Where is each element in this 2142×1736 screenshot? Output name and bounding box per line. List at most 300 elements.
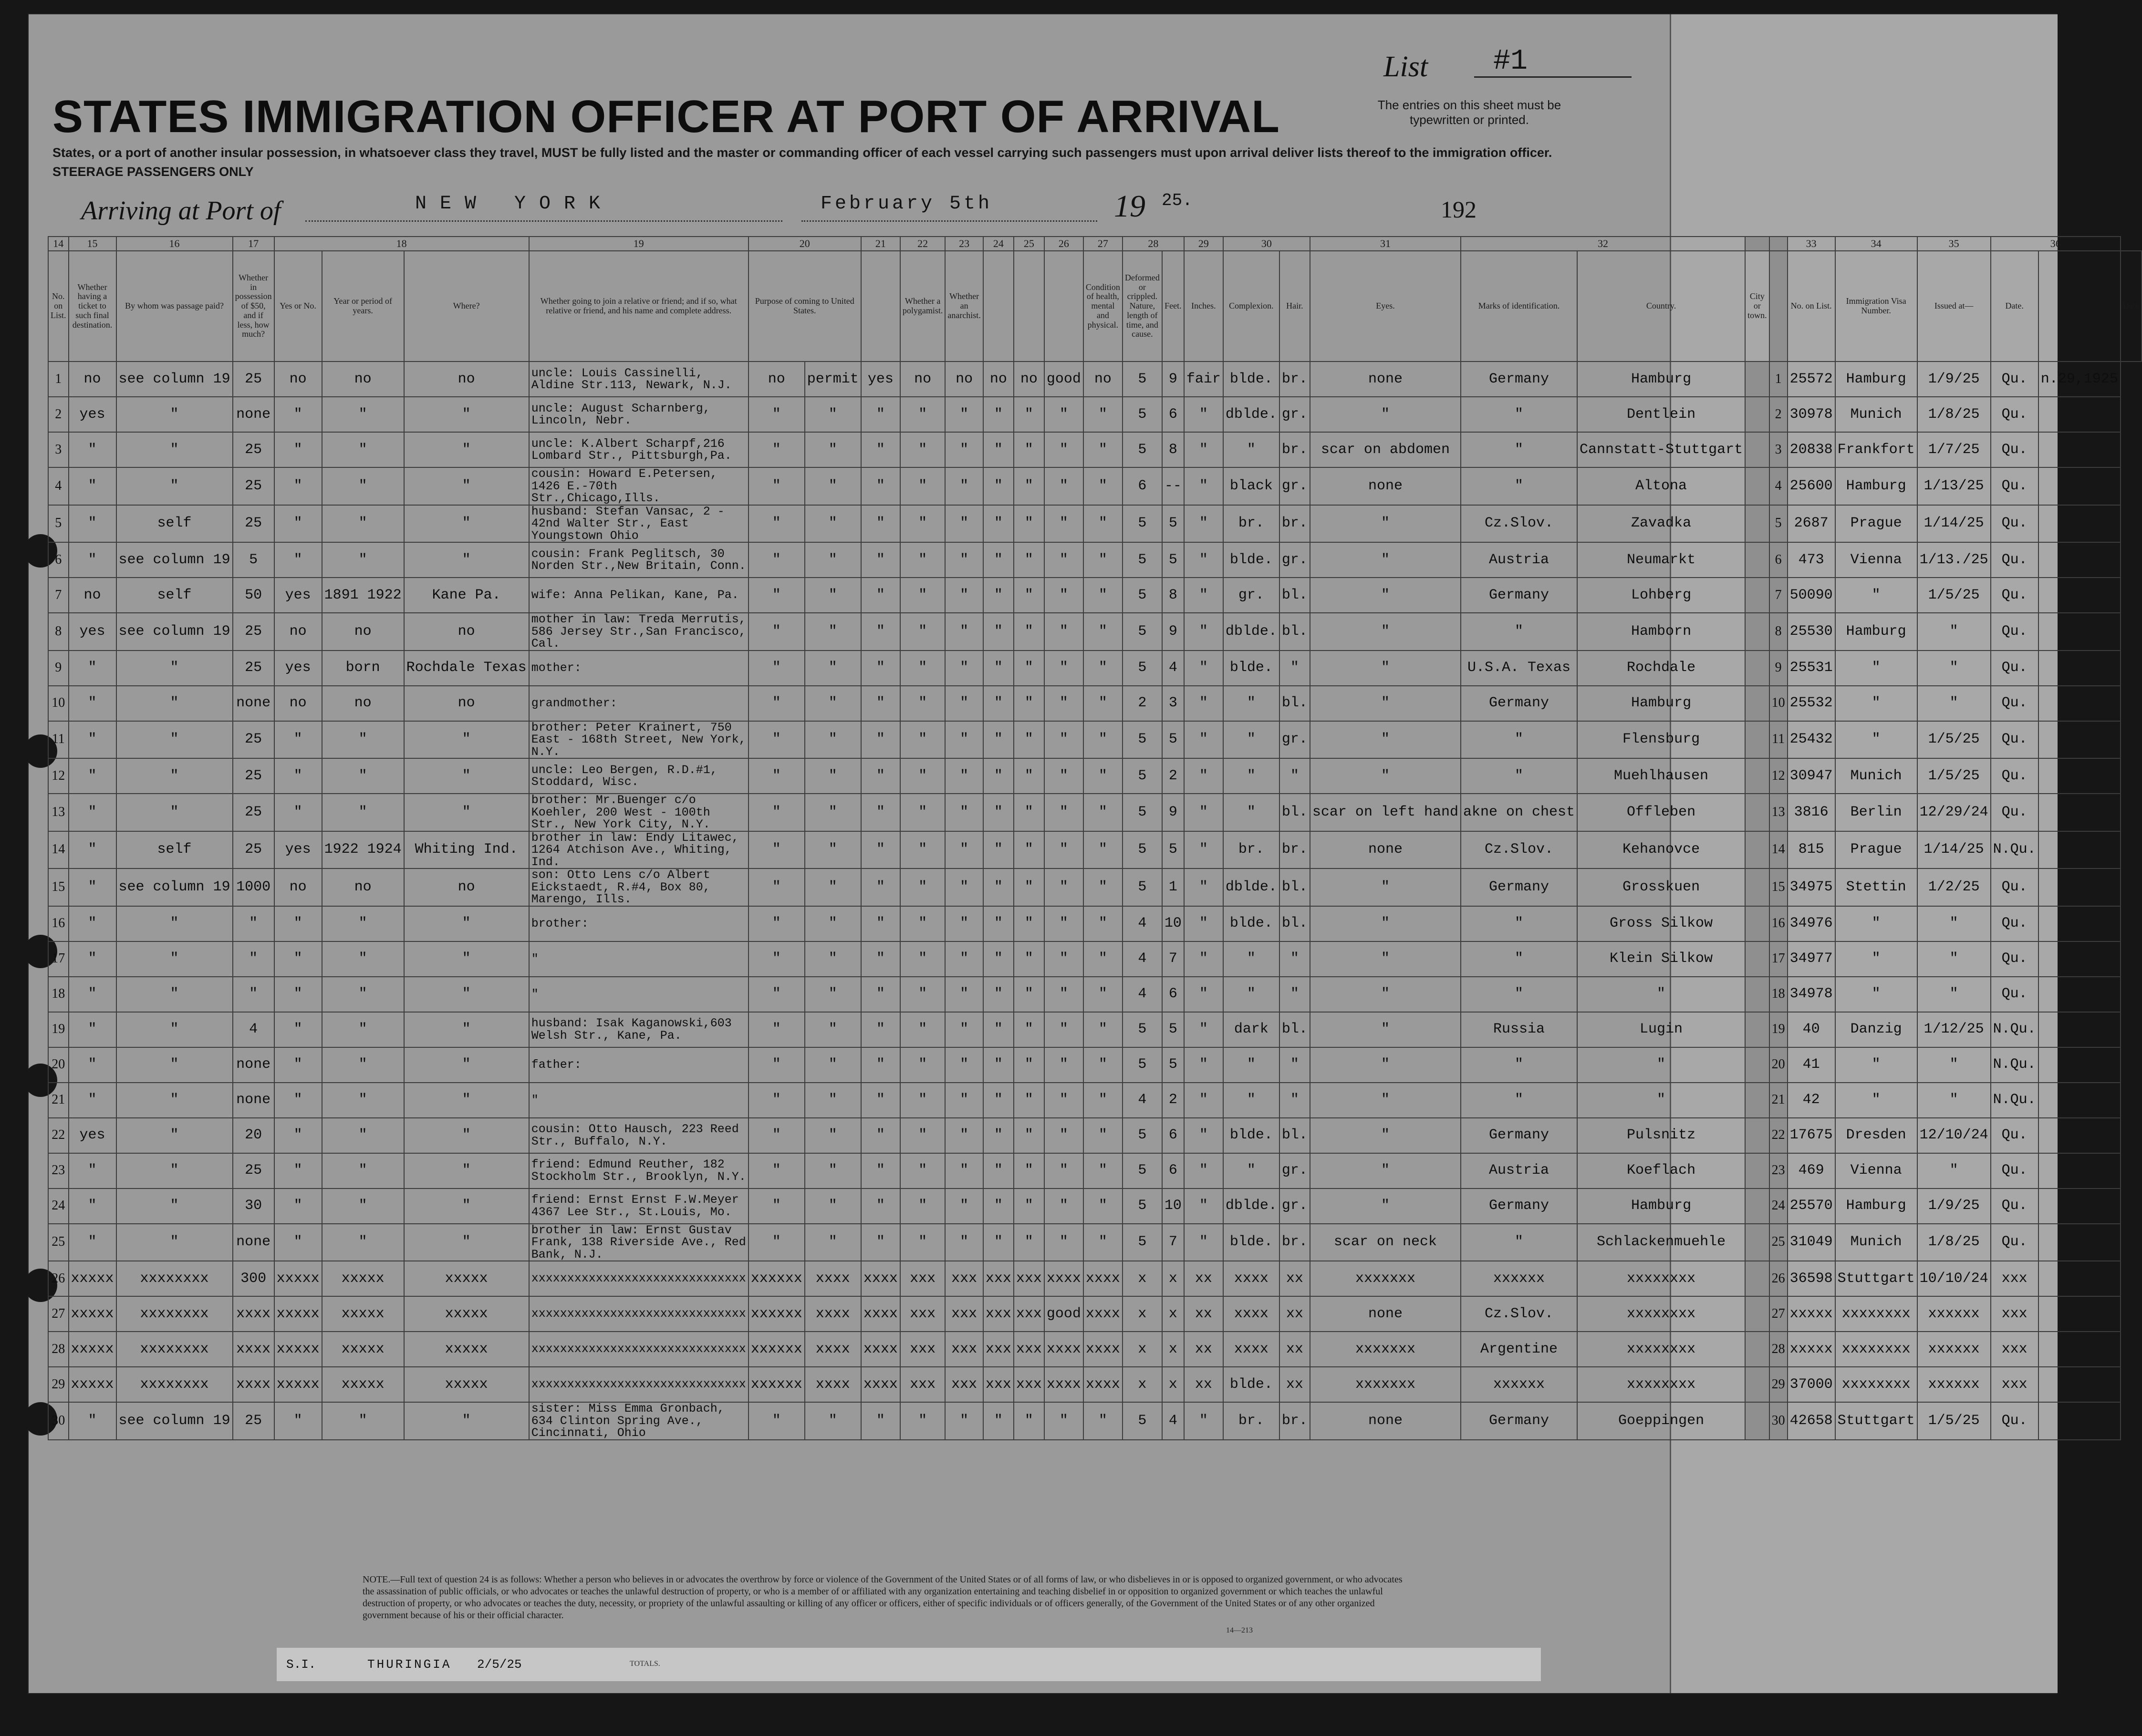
cell-money: ": [233, 977, 274, 1012]
cell-date: ": [1917, 686, 1991, 721]
cell-city: Rochdale: [1577, 651, 1745, 686]
cell-inches: 4: [1162, 1402, 1184, 1440]
cell-before: ": [274, 977, 322, 1012]
cell-ticket: ": [69, 758, 116, 794]
cell-paid: ": [116, 467, 233, 505]
cell-year: ": [322, 1047, 404, 1083]
cell-c26: ": [1014, 831, 1044, 869]
cell-line: 4: [48, 467, 69, 505]
cell-ticket: ": [69, 1153, 116, 1188]
cell-date: xxxxxx: [1917, 1296, 1991, 1332]
cell-eyes: gr.: [1279, 1153, 1310, 1188]
table-row: [48, 1012, 2142, 1047]
cell-city: Lohberg: [1577, 578, 1745, 613]
cell-c21: ": [805, 941, 861, 977]
cell-c26: ": [1014, 1402, 1044, 1440]
cell-year: no: [322, 868, 404, 906]
cell-cplx: ": [1184, 721, 1223, 759]
cell-country: akne on chest: [1461, 794, 1577, 831]
cell-where: Whiting Ind.: [404, 831, 529, 869]
cell-money: 25: [233, 1402, 274, 1440]
cell-city: Koeflach: [1577, 1153, 1745, 1188]
cell-marks: ": [1310, 1188, 1461, 1224]
cell-c21: xxxx: [805, 1261, 861, 1296]
cell-date2: [2038, 651, 2121, 686]
cell-before: ": [274, 721, 322, 759]
cell-cplx: ": [1184, 1012, 1223, 1047]
cell-where: ": [404, 1118, 529, 1153]
cell-issued: Stuttgart: [1835, 1261, 1917, 1296]
cell-line: 19: [48, 1012, 69, 1047]
cell-c21: ": [805, 542, 861, 578]
cell-inches: x: [1162, 1367, 1184, 1402]
cell-c23: ": [900, 1153, 946, 1188]
strip-gap: [1745, 467, 1769, 505]
cell-ticket: ": [69, 794, 116, 831]
table-row: [48, 721, 2142, 759]
cell-visa: 34978: [1788, 977, 1835, 1012]
cell-date2: [2038, 542, 2121, 578]
cell-c25: ": [983, 1047, 1014, 1083]
cell-country: Austria: [1461, 542, 1577, 578]
cell-date: 1/5/25: [1917, 721, 1991, 759]
cell-hair: blde.: [1223, 362, 1279, 397]
strip-gap: [1745, 578, 1769, 613]
cell-c21: xxxx: [805, 1332, 861, 1367]
cell-deform: ": [1083, 467, 1123, 505]
cell-eyes: ": [1279, 651, 1310, 686]
cell-c20: ": [749, 1224, 805, 1261]
cell-lno: 21: [1769, 1083, 1788, 1118]
cell-c21: ": [805, 721, 861, 759]
cell-feet: 6: [1123, 467, 1162, 505]
cell-hair: br.: [1223, 831, 1279, 869]
cell-hair: br.: [1223, 505, 1279, 543]
cell-join: brother in law: Ernst Gustav Frank, 138 Riverside Ave., Red Bank, N.J.: [529, 1224, 749, 1261]
cell-issued: ": [1835, 1047, 1917, 1083]
cell-c23: ": [900, 686, 946, 721]
cell-lno: 3: [1769, 432, 1788, 467]
cell-c20: ": [749, 686, 805, 721]
cell-line: 27: [48, 1296, 69, 1332]
cell-where: ": [404, 758, 529, 794]
cell-qu: N.Qu.: [1991, 1012, 2038, 1047]
cell-date2: [2038, 977, 2121, 1012]
cell-money: 1000: [233, 868, 274, 906]
cell-before: ": [274, 1188, 322, 1224]
col-num: 19: [529, 237, 749, 251]
header-condition: Condition of health, mental and physical.: [1083, 251, 1123, 362]
col-num: 34: [1835, 237, 1917, 251]
col-num: 33: [1788, 237, 1835, 251]
cell-visa: 25572: [1788, 362, 1835, 397]
cell-lno: 26: [1769, 1261, 1788, 1296]
cell-c23: ": [900, 1188, 946, 1224]
cell-c22: ": [861, 1118, 900, 1153]
cell-c22: ": [861, 977, 900, 1012]
cell-before: xxxxx: [274, 1332, 322, 1367]
cell-issued: Hamburg: [1835, 467, 1917, 505]
cell-before: yes: [274, 578, 322, 613]
cell-city: Klein Silkow: [1577, 941, 1745, 977]
cell-year: no: [322, 362, 404, 397]
cell-cplx: ": [1184, 578, 1223, 613]
cell-paid: xxxxxxxx: [116, 1296, 233, 1332]
cell-qu: Qu.: [1991, 1402, 2038, 1440]
cell-line: 5: [48, 505, 69, 543]
cell-qu: Qu.: [1991, 1118, 2038, 1153]
cell-before: yes: [274, 651, 322, 686]
cell-qu: Qu.: [1991, 1188, 2038, 1224]
cell-cond: ": [1044, 868, 1083, 906]
cell-ticket: no: [69, 578, 116, 613]
cell-qu: Qu.: [1991, 505, 2038, 543]
cell-c21: ": [805, 613, 861, 651]
cell-hair: dblde.: [1223, 868, 1279, 906]
cell-money: 20: [233, 1118, 274, 1153]
strip-gap: [1745, 505, 1769, 543]
cell-c22: ": [861, 432, 900, 467]
cell-city: Offleben: [1577, 794, 1745, 831]
cell-join: grandmother:: [529, 686, 749, 721]
cell-country: ": [1461, 613, 1577, 651]
cell-c22: xxxx: [861, 1332, 900, 1367]
cell-c24: ": [945, 758, 983, 794]
cell-marks: ": [1310, 397, 1461, 432]
cell-country: ": [1461, 758, 1577, 794]
cell-date2: [2038, 868, 2121, 906]
cell-city: xxxxxxxx: [1577, 1332, 1745, 1367]
cell-marks: ": [1310, 1153, 1461, 1188]
cell-c20: ": [749, 1118, 805, 1153]
cell-city: Schlackenmuehle: [1577, 1224, 1745, 1261]
cell-ticket: ": [69, 686, 116, 721]
cell-ticket: no: [69, 362, 116, 397]
port-line: [305, 220, 782, 222]
cell-join: uncle: Leo Bergen, R.D.#1, Stoddard, Wisc.: [529, 758, 749, 794]
cell-inches: 5: [1162, 505, 1184, 543]
cell-country: Germany: [1461, 1402, 1577, 1440]
cell-year: ": [322, 1224, 404, 1261]
cell-paid: ": [116, 432, 233, 467]
cell-where: ": [404, 1083, 529, 1118]
cell-c22: ": [861, 758, 900, 794]
cell-cond: ": [1044, 651, 1083, 686]
cell-c24: ": [945, 1012, 983, 1047]
header-no-on-list: No. on List.: [48, 251, 69, 362]
cell-date2: [2038, 1402, 2121, 1440]
cell-issued: ": [1835, 686, 1917, 721]
cell-where: ": [404, 542, 529, 578]
cell-visa: 34975: [1788, 868, 1835, 906]
cell-c24: ": [945, 1224, 983, 1261]
cell-where: ": [404, 1012, 529, 1047]
cell-feet: 4: [1123, 906, 1162, 941]
cell-country: Germany: [1461, 362, 1577, 397]
cell-ticket: ": [69, 1047, 116, 1083]
cell-join: ": [529, 1083, 749, 1118]
cell-cplx: ": [1184, 1188, 1223, 1224]
cell-where: ": [404, 794, 529, 831]
cell-hair: ": [1223, 1083, 1279, 1118]
cell-eyes: gr.: [1279, 721, 1310, 759]
cell-line: 25: [48, 1224, 69, 1261]
page-title: STATES IMMIGRATION OFFICER AT PORT OF ARRIVAL: [52, 91, 1280, 142]
cell-lno: 1: [1769, 362, 1788, 397]
cell-c23: ": [900, 432, 946, 467]
cell-deform: ": [1083, 397, 1123, 432]
cell-date2: [2038, 578, 2121, 613]
cell-line: 9: [48, 651, 69, 686]
cell-paid: xxxxxxxx: [116, 1261, 233, 1296]
cell-money: xxxx: [233, 1296, 274, 1332]
cell-inches: 5: [1162, 1047, 1184, 1083]
cell-issued: Frankfort: [1835, 432, 1917, 467]
cell-issued: ": [1835, 941, 1917, 977]
cell-lno: 17: [1769, 941, 1788, 977]
cell-city: Hamburg: [1577, 1188, 1745, 1224]
cell-before: ": [274, 1118, 322, 1153]
cell-issued: xxxxxxxx: [1835, 1367, 1917, 1402]
cell-visa: 41: [1788, 1047, 1835, 1083]
col-num: [1769, 237, 1788, 251]
strip-gap: [1745, 432, 1769, 467]
cell-year: ": [322, 977, 404, 1012]
cell-c25: xxx: [983, 1296, 1014, 1332]
typewritten-note: The entries on this sheet must be typewritten or printed.: [1377, 98, 1561, 127]
cell-c26: ": [1014, 651, 1044, 686]
cell-date2: [2038, 1118, 2121, 1153]
cell-marks: xxxxxxx: [1310, 1261, 1461, 1296]
cell-city: Hamburg: [1577, 362, 1745, 397]
cell-before: no: [274, 868, 322, 906]
table-row: [48, 758, 2142, 794]
cell-c20: ": [749, 467, 805, 505]
cell-c21: ": [805, 1118, 861, 1153]
cell-line: 23: [48, 1153, 69, 1188]
cell-c20: ": [749, 721, 805, 759]
table-row: [48, 1402, 2142, 1440]
cell-c20: ": [749, 432, 805, 467]
cell-date: 12/10/24: [1917, 1118, 1991, 1153]
cell-hair: ": [1223, 794, 1279, 831]
cell-c21: ": [805, 794, 861, 831]
cell-date: ": [1917, 1083, 1991, 1118]
cell-paid: ": [116, 1188, 233, 1224]
cell-c22: ": [861, 1047, 900, 1083]
col-num: 31: [1310, 237, 1461, 251]
cell-money: 25: [233, 831, 274, 869]
cell-c23: ": [900, 868, 946, 906]
cell-cplx: ": [1184, 758, 1223, 794]
cell-c26: ": [1014, 578, 1044, 613]
cell-feet: 5: [1123, 397, 1162, 432]
cell-deform: ": [1083, 868, 1123, 906]
header-feet: Feet.: [1162, 251, 1184, 362]
cell-c21: ": [805, 1402, 861, 1440]
cell-c22: ": [861, 1402, 900, 1440]
cell-c23: xxx: [900, 1296, 946, 1332]
cell-paid: ": [116, 1153, 233, 1188]
cell-c23: ": [900, 831, 946, 869]
col-num: 15: [69, 237, 116, 251]
cell-qu: Qu.: [1991, 868, 2038, 906]
cell-ticket: ": [69, 542, 116, 578]
cell-marks: scar on left hand: [1310, 794, 1461, 831]
cell-where: ": [404, 467, 529, 505]
cell-country: ": [1461, 397, 1577, 432]
cell-issued: Berlin: [1835, 794, 1917, 831]
cell-c24: ": [945, 1047, 983, 1083]
cell-inches: 7: [1162, 1224, 1184, 1261]
cell-lno: 19: [1769, 1012, 1788, 1047]
cell-eyes: xx: [1279, 1261, 1310, 1296]
cell-hair: dblde.: [1223, 613, 1279, 651]
cell-deform: ": [1083, 1224, 1123, 1261]
header-eyes: Eyes.: [1310, 251, 1461, 362]
cell-c24: ": [945, 686, 983, 721]
cell-c20: xxxxxx: [749, 1296, 805, 1332]
cell-ticket: ": [69, 721, 116, 759]
cell-line: 14: [48, 831, 69, 869]
cell-visa: 36598: [1788, 1261, 1835, 1296]
cell-join: friend: Edmund Reuther, 182 Stockholm Str., Brooklyn, N.Y.: [529, 1153, 749, 1188]
cell-visa: 40: [1788, 1012, 1835, 1047]
cell-c23: ": [900, 1083, 946, 1118]
cell-deform: ": [1083, 906, 1123, 941]
cell-hair: blde.: [1223, 1224, 1279, 1261]
cell-ticket: ": [69, 1402, 116, 1440]
cell-city: xxxxxxxx: [1577, 1367, 1745, 1402]
cell-c26: ": [1014, 794, 1044, 831]
cell-c24: ": [945, 505, 983, 543]
cell-cplx: xx: [1184, 1332, 1223, 1367]
cell-c26: ": [1014, 1012, 1044, 1047]
cell-where: xxxxx: [404, 1261, 529, 1296]
header-country: Country.: [1577, 251, 1745, 362]
header-col-24: [983, 251, 1014, 362]
cell-before: ": [274, 1047, 322, 1083]
cell-join: brother:: [529, 906, 749, 941]
cell-ticket: xxxxx: [69, 1332, 116, 1367]
cell-marks: ": [1310, 1012, 1461, 1047]
cell-c24: ": [945, 1153, 983, 1188]
cell-eyes: ": [1279, 941, 1310, 977]
cell-cplx: ": [1184, 432, 1223, 467]
header-col-25: [1014, 251, 1044, 362]
cell-cond: xxxx: [1044, 1332, 1083, 1367]
cell-feet: 5: [1123, 362, 1162, 397]
cell-date: xxxxxx: [1917, 1367, 1991, 1402]
footnote: NOTE.—Full text of question 24 is as follows: Whether a person who believes in or advocates the overthrow by force or violence of the Government of the United States or of all forms of law, or who disbelieves in or is opposed to organized government, or who advocates the assassination of public officials, or who advocates or teaches the unlawful destruction of property, or who is a member of or affiliated with any organization entertaining and teaching disbelief in or opposition to organized government or which teaches the unlawful destruction of property, or who advocates or teaches the duty, necessity, or propriety of the unlawful assaulting or killing of any officer or officers, either of specific individuals or of officers generally, of the Government of the United States or of any other organized government because of his or their official character.: [363, 1574, 1403, 1621]
cell-lno: 30: [1769, 1402, 1788, 1440]
cell-money: 25: [233, 794, 274, 831]
cell-cplx: ": [1184, 613, 1223, 651]
cell-feet: 5: [1123, 831, 1162, 869]
cell-date: ": [1917, 906, 1991, 941]
cell-c21: ": [805, 1047, 861, 1083]
table-row: [48, 505, 2142, 543]
cell-issued: ": [1835, 651, 1917, 686]
cell-c24: ": [945, 1083, 983, 1118]
cell-date: ": [1917, 1153, 1991, 1188]
cell-cond: ": [1044, 1402, 1083, 1440]
cell-paid: ": [116, 1083, 233, 1118]
cell-feet: 5: [1123, 1188, 1162, 1224]
cell-deform: ": [1083, 758, 1123, 794]
header-purpose: Purpose of coming to United States.: [749, 251, 861, 362]
cell-money: 25: [233, 432, 274, 467]
cell-line: 12: [48, 758, 69, 794]
cell-year: ": [322, 794, 404, 831]
cell-visa: 34977: [1788, 941, 1835, 977]
cell-feet: 5: [1123, 1047, 1162, 1083]
cell-inches: 1: [1162, 868, 1184, 906]
cell-c21: ": [805, 977, 861, 1012]
cell-ticket: ": [69, 467, 116, 505]
cell-money: 4: [233, 1012, 274, 1047]
cell-where: no: [404, 686, 529, 721]
cell-visa: 25531: [1788, 651, 1835, 686]
cell-c20: ": [749, 1188, 805, 1224]
cell-hair: dark: [1223, 1012, 1279, 1047]
cell-qu: xxx: [1991, 1367, 2038, 1402]
cell-issued: Munich: [1835, 1224, 1917, 1261]
header-polygamist: Whether a polygamist.: [900, 251, 946, 362]
cell-inches: 5: [1162, 1012, 1184, 1047]
cell-year: ": [322, 1188, 404, 1224]
table-row: [48, 467, 2142, 505]
cell-date2: [2038, 686, 2121, 721]
cell-city: Goeppingen: [1577, 1402, 1745, 1440]
cell-date: ": [1917, 651, 1991, 686]
cell-lno: 6: [1769, 542, 1788, 578]
cell-line: 13: [48, 794, 69, 831]
cell-year: ": [322, 1012, 404, 1047]
table-row: [48, 868, 2142, 906]
cell-feet: 5: [1123, 758, 1162, 794]
cell-c20: ": [749, 505, 805, 543]
table-row: [48, 432, 2142, 467]
cell-ticket: ": [69, 1012, 116, 1047]
cell-inches: 6: [1162, 1118, 1184, 1153]
strip-gap: [1745, 651, 1769, 686]
cell-cond: good: [1044, 1296, 1083, 1332]
cell-cond: ": [1044, 1153, 1083, 1188]
cell-country: Argentine: [1461, 1332, 1577, 1367]
cell-c25: ": [983, 1224, 1014, 1261]
cell-visa: 31049: [1788, 1224, 1835, 1261]
cell-city: Gross Silkow: [1577, 906, 1745, 941]
col-num: 27: [1083, 237, 1123, 251]
cell-eyes: br.: [1279, 505, 1310, 543]
cell-money: 30: [233, 1188, 274, 1224]
table-row: [48, 613, 2142, 651]
cell-c23: ": [900, 651, 946, 686]
cell-c22: ": [861, 1188, 900, 1224]
cell-city: Grosskuen: [1577, 868, 1745, 906]
cell-lno: 7: [1769, 578, 1788, 613]
cell-c23: xxx: [900, 1261, 946, 1296]
cell-feet: 5: [1123, 1118, 1162, 1153]
cell-qu: Qu.: [1991, 1153, 2038, 1188]
cell-c26: xxx: [1014, 1296, 1044, 1332]
cell-date2: [2038, 1083, 2121, 1118]
strip-gap: [1745, 1402, 1769, 1440]
cell-money: none: [233, 1224, 274, 1261]
cell-issued: Vienna: [1835, 542, 1917, 578]
cell-inches: 9: [1162, 362, 1184, 397]
